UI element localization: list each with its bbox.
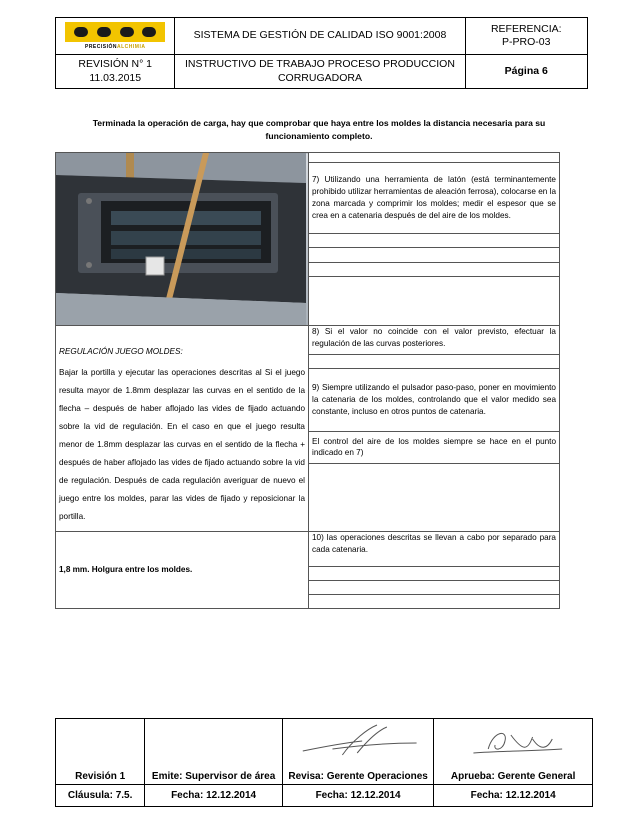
- footer-emit: Emite: Supervisor de área: [145, 719, 283, 785]
- document-header: [55, 17, 588, 89]
- regulation-cell: [56, 326, 309, 532]
- revision-date: 11.03.2015: [89, 71, 142, 84]
- logo-cell: [56, 18, 175, 55]
- footer-approve: Aprueba: Gerente General: [434, 719, 593, 785]
- reference-cell: [465, 18, 587, 55]
- mold-photo-cell: [56, 153, 309, 326]
- reference-code: P-PRO-03: [502, 36, 551, 48]
- logo-mark: [65, 22, 165, 42]
- step-10: 10) las operaciones descritas se llevan a cabo por separado para cada catenaria.: [309, 532, 560, 567]
- system-title: SISTEMA DE GESTIÓN DE CALIDAD ISO 9001:2008: [175, 18, 465, 55]
- control-note: El control del aire de los moldes siempre se hace en el punto indicado en 7): [309, 432, 560, 463]
- regulation-body: Bajar la portilla y ejecutar las operaciones descritas al Si el juego resulta mayor de 1.8mm desplazar las curvas en el sentido de la flecha – después de haber aflojado las vides de fijado actuando sobre la vid de regulación. En el caso en que el juego resulta menor de 1.8mm desplazar las curvas en el sentido de la flecha + después de haber aflojado las vides de fijado actuando sobre la vid de regulación. Después de cada regulación averiguar de nuevo el juego entre los moldes, parar las vides de fijado y reposicionar la portilla.: [59, 367, 305, 522]
- signature-review: [283, 721, 433, 761]
- intro-text: Terminada la operación de carga, hay que comprobar que haya entre los moldes la distancia necesaria para su funcionamiento completo.: [92, 118, 546, 142]
- footer-revision: Revisión 1: [56, 719, 145, 785]
- company-logo: PRECISIÓNALCHIMIA: [59, 22, 171, 50]
- revision-cell: [56, 55, 175, 89]
- signature-approve: [434, 721, 592, 761]
- footer-date-review: Fecha: 12.12.2014: [282, 785, 433, 807]
- footer-date-emit: Fecha: 12.12.2014: [145, 785, 283, 807]
- mold-photo: [56, 153, 306, 325]
- footer-review: Revisa: Gerente Operaciones: [282, 719, 433, 785]
- step-8: 8) Si el valor no coincide con el valor previsto, efectuar la regulación de las curvas posteriores.: [309, 326, 560, 355]
- step-9: 9) Siempre utilizando el pulsador paso-paso, poner en movimiento la catenaria de los moldes, controlando que el valor medido sea constante, incluso en otros puntos de catenaria.: [309, 369, 560, 432]
- doc-title: INSTRUCTIVO DE TRABAJO PROCESO PRODUCCION CORRUGADORA: [175, 55, 465, 89]
- procedure-table: [55, 152, 560, 609]
- footer-date-approve: Fecha: 12.12.2014: [434, 785, 593, 807]
- approval-footer: [55, 718, 593, 807]
- revision-number: REVISIÓN N° 1: [78, 58, 153, 71]
- gap-label: 1,8 mm. Holgura entre los moldes.: [56, 532, 309, 609]
- reference-label: REFERENCIA:: [490, 22, 562, 35]
- page-number: Página 6: [465, 55, 587, 89]
- regulation-title: REGULACIÓN JUEGO MOLDES:: [59, 347, 183, 356]
- step-7: 7) Utilizando una herramienta de latón (está terminantemente prohibido utilizar herramientas de aleación ferrosa), colocarse en la zona marcada y comprimir los moldes; medir el espesor que se crea en a catenaria después de del aire de los moldes.: [309, 163, 560, 234]
- footer-clause: Cláusula: 7.5.: [56, 785, 145, 807]
